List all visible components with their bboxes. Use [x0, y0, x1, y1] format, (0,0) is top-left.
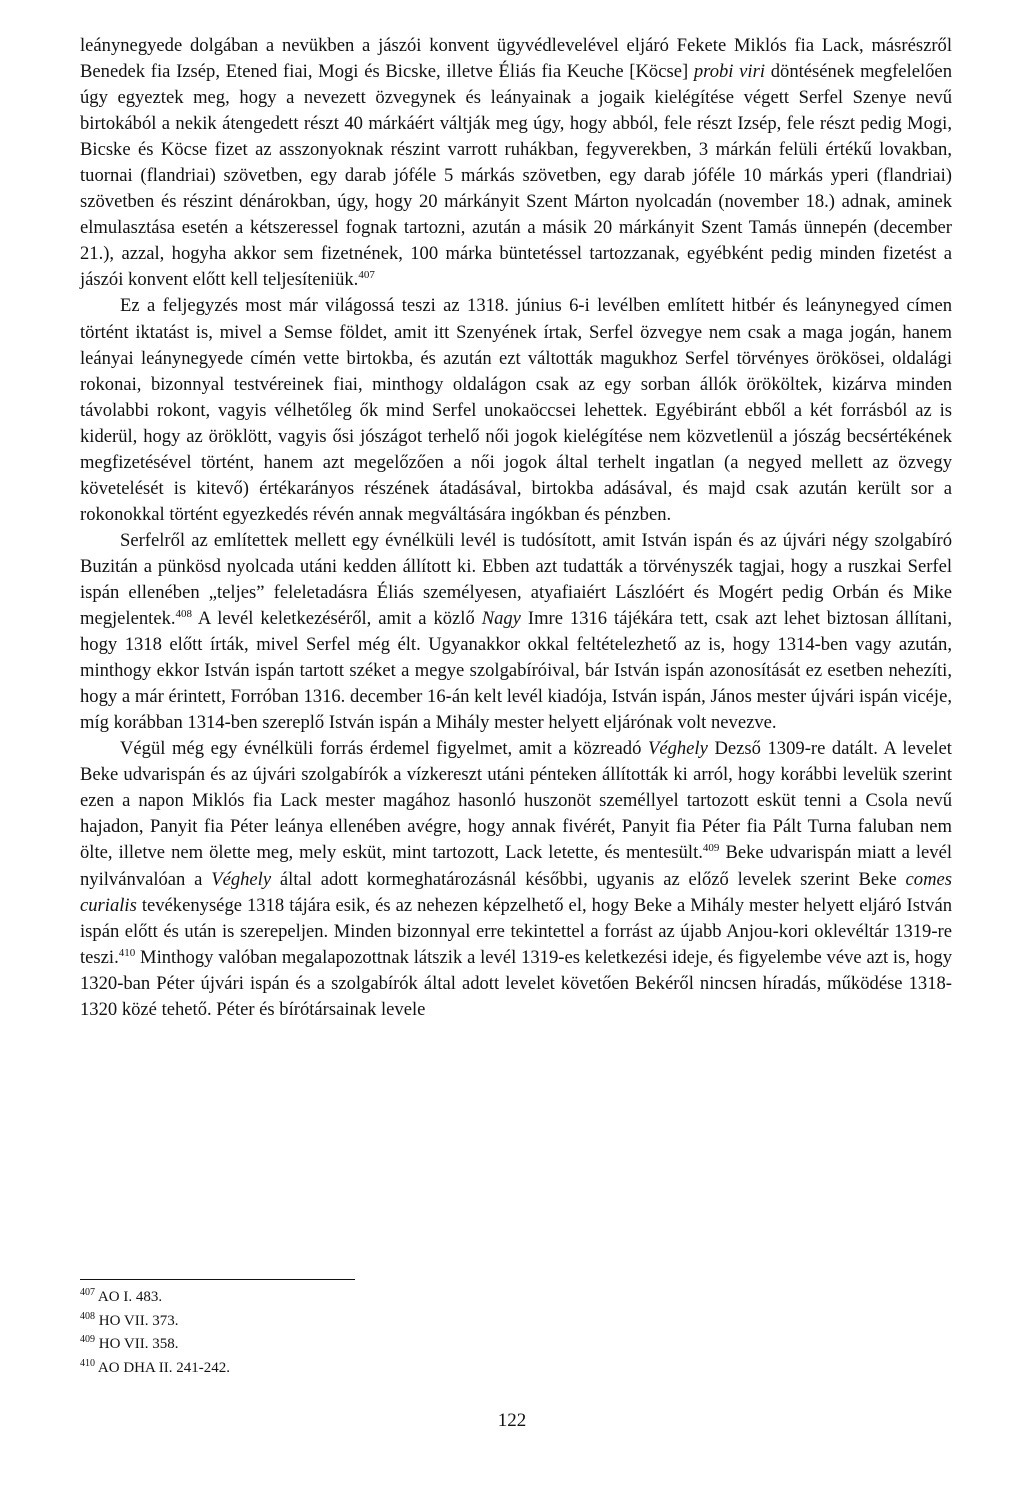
text-run: Dezső 1309-re datált. A levelet Beke udvarispán és az újvári szolgabírók a vízkereszt utáni pénteken állították ki arról, hogy korábbi levelük szerint ezen a napon Miklós fia Lack mester magához hasonló huszonöt személlyel tartozott esküt tenni a Csola nevű hajadon, Panyit fia Péter leánya ellenében avégre, hogy annak fivérét, Panyit fia Péter fia Pált Turna faluban nem ölte, illetve nem ölette meg, mely esküt, mint tartozott, Lack letette, és mentesült.	[80, 738, 952, 864]
footnote-reference: 407	[358, 269, 375, 282]
footnote-reference: 408	[175, 608, 193, 621]
italic-text: probi viri	[693, 61, 766, 83]
text-run: Beke udvarispán miatt a levél nyilvánvalóan a	[80, 842, 952, 890]
text-run: döntésének megfelelően úgy egyeztek meg, hogy a nevezett özvegynek és leányainak a jogaik kielégítése végett Serfel Szenye nevű birtokából a nekik átengedett részt 40 márkáért váltják meg úgy, hogy abból, fele részt Izsép, fele részt pedig Mogi, Bicske és Köcse fizet az asszonyoknak részint varrott ruhákban, fegyverekben, 3 márkán felüli értékű lovakban, tuornai (flandriai) szövetben, egy darab jóféle 5 márkás szövetben, egy darab jóféle 10 márkás yperi (flandriai) szövetben és részint dénárokban, úgy, hogy 20 márkányit Szent Márton nyolcadán (november 18.) adnak, aminek elmulasztása esetén a kétszeressel fognak tartozni, azután a másik 20 márkányit Szent Tamás ünnepén (december 21.), azzal, hogyha akkor sem fizetnének, 100 márka büntetéssel tartozzanak, egyébként pedig minden fizetést a jászói konvent előtt kell teljesíteniük.	[80, 61, 952, 291]
page-number: 122	[497, 1410, 527, 1431]
footnote-number: 409	[80, 1334, 95, 1346]
italic-text: Véghely	[211, 868, 272, 890]
text-run: Minthogy valóban megalapozottnak látszik a levél 1319-es keletkezési ideje, és figyelembe véve azt is, hogy 1320-ban Péter újvári ispán és a szolgabírók által adott levelet követően Bekéről nincsen híradás, működése 1318-1320 közé tehető. Péter és bírótársainak levele	[80, 946, 952, 1020]
text-run: Ez a feljegyzés most már világossá teszi az 1318. június 6-i levélben említett hitbér és leánynegyed címen történt iktatást is, mivel a Semse földet, amit itt Szenyének írtak, Serfel özvegye nem csak a maga jogán, hanem leányai leánynegyede címén vette birtokba, és azután ezt váltották magukhoz Serfel törvényes örökösei, oldalági rokonai, bizonnyal testvéreinek fiai, minthogy oldalágon csak az egy sorban állók örököltek, kizárva minden távolabbi rokont, vagyis vélhetőleg ők mind Serfel unokaöccsei lehettek. Egyébiránt ebből a két forrásból az is kiderül, hogy az öröklött, vagyis ősi jószágot terhelő női jogok kielégítése nem közvetlenül a jószág becsértékének megfizetésével történt, hanem azt megelőzően a női jogok által terhelt ingatlan (a negyed mellett az özvegy követelését is kitevő) értékarányos részének átadásával, birtokba adásával, és majd csak azután került sor a rokonokkal történt egyezkedés révén annak megváltására ingókban és pénzben.	[80, 295, 952, 525]
text-run: tevékenysége 1318 tájára esik, és az nehezen képzelhető el, hogy Beke a Mihály mester helyett eljáró István ispán előtt és után is szerepeljen. Minden bizonnyal erre tekintettel a forrást az újabb Anjou-kori oklevéltár 1319-re teszi.	[80, 894, 952, 968]
text-run: Imre 1316 tájékára tett, csak azt lehet biztosan állítani, hogy 1318 előtt írták, mivel Serfel még élt. Ugyanakkor okkal feltételezhető az is, hogy 1314-ben vagy azután, minthogy ekkor István ispán tartott széket a megye szolgabíróival, bár István ispán azonosítását ez esetben nehezíti, hogy a már érintett, Forróban 1316. december 16-án kelt levél kiadója, István ispán, János mester újvári ispán vicéje, míg korábban 1314-ben szereplő István ispán a Mihály mester helyett eljárónak volt nevezve.	[80, 608, 952, 734]
main-text	[80, 33, 952, 1023]
footnote-text: HO VII. 373.	[95, 1312, 179, 1329]
text-run: leánynegyede dolgában a nevükben a jászói konvent ügyvédlevelével eljáró Fekete Miklós fia Lack, másrészről Benedek fia Izsép, Etened fiai, Mogi és Bicske, illetve Éliás fia Keuche [Köcse]	[80, 35, 952, 83]
footnote	[80, 1333, 680, 1357]
paragraph	[80, 293, 952, 527]
italic-text: Véghely	[647, 738, 708, 760]
italic-text: Nagy	[481, 608, 521, 630]
footnote-separator	[80, 1279, 355, 1280]
text-run: Serfelről az említettek mellett egy évnélküli levél is tudósított, amit István ispán és az újvári négy szolgabíró Buzitán a pünkösd nyolcada utáni kedden állított ki. Ebben azt tudatták a törvényszék tagjai, hogy a ruszkai Serfel ispán ellenében „teljes” feleletadásra Éliás személyesen, atyafiaiért Lászlóért és Mogért pedig Orbán és Mike megjelentek.	[80, 529, 952, 630]
text-run: által adott kormeghatározásnál későbbi, ugyanis az előző levelek szerint Beke	[271, 868, 906, 890]
footnotes	[80, 1286, 680, 1381]
footnote-text: HO VII. 358.	[95, 1336, 179, 1353]
footnote-text: AO DHA II. 241-242.	[95, 1360, 230, 1377]
text-run: Végül még egy évnélküli forrás érdemel figyelmet, amit a közreadó	[120, 738, 648, 760]
footnote-text: AO I. 483.	[95, 1289, 163, 1305]
italic-text: comes curialis	[80, 868, 952, 916]
text-run: A levél keletkezéséről, amit a közlő	[192, 608, 482, 630]
paragraph	[80, 33, 952, 293]
footnote-reference: 410	[118, 946, 136, 959]
paragraph	[80, 736, 952, 1023]
footnote	[80, 1286, 680, 1310]
paragraph	[80, 528, 952, 736]
footnote-number: 407	[80, 1287, 95, 1298]
footnote-number: 410	[80, 1358, 95, 1370]
footnote-number: 408	[80, 1310, 95, 1322]
footnote-reference: 409	[702, 842, 720, 855]
footnote	[80, 1357, 680, 1381]
footnote	[80, 1310, 680, 1334]
